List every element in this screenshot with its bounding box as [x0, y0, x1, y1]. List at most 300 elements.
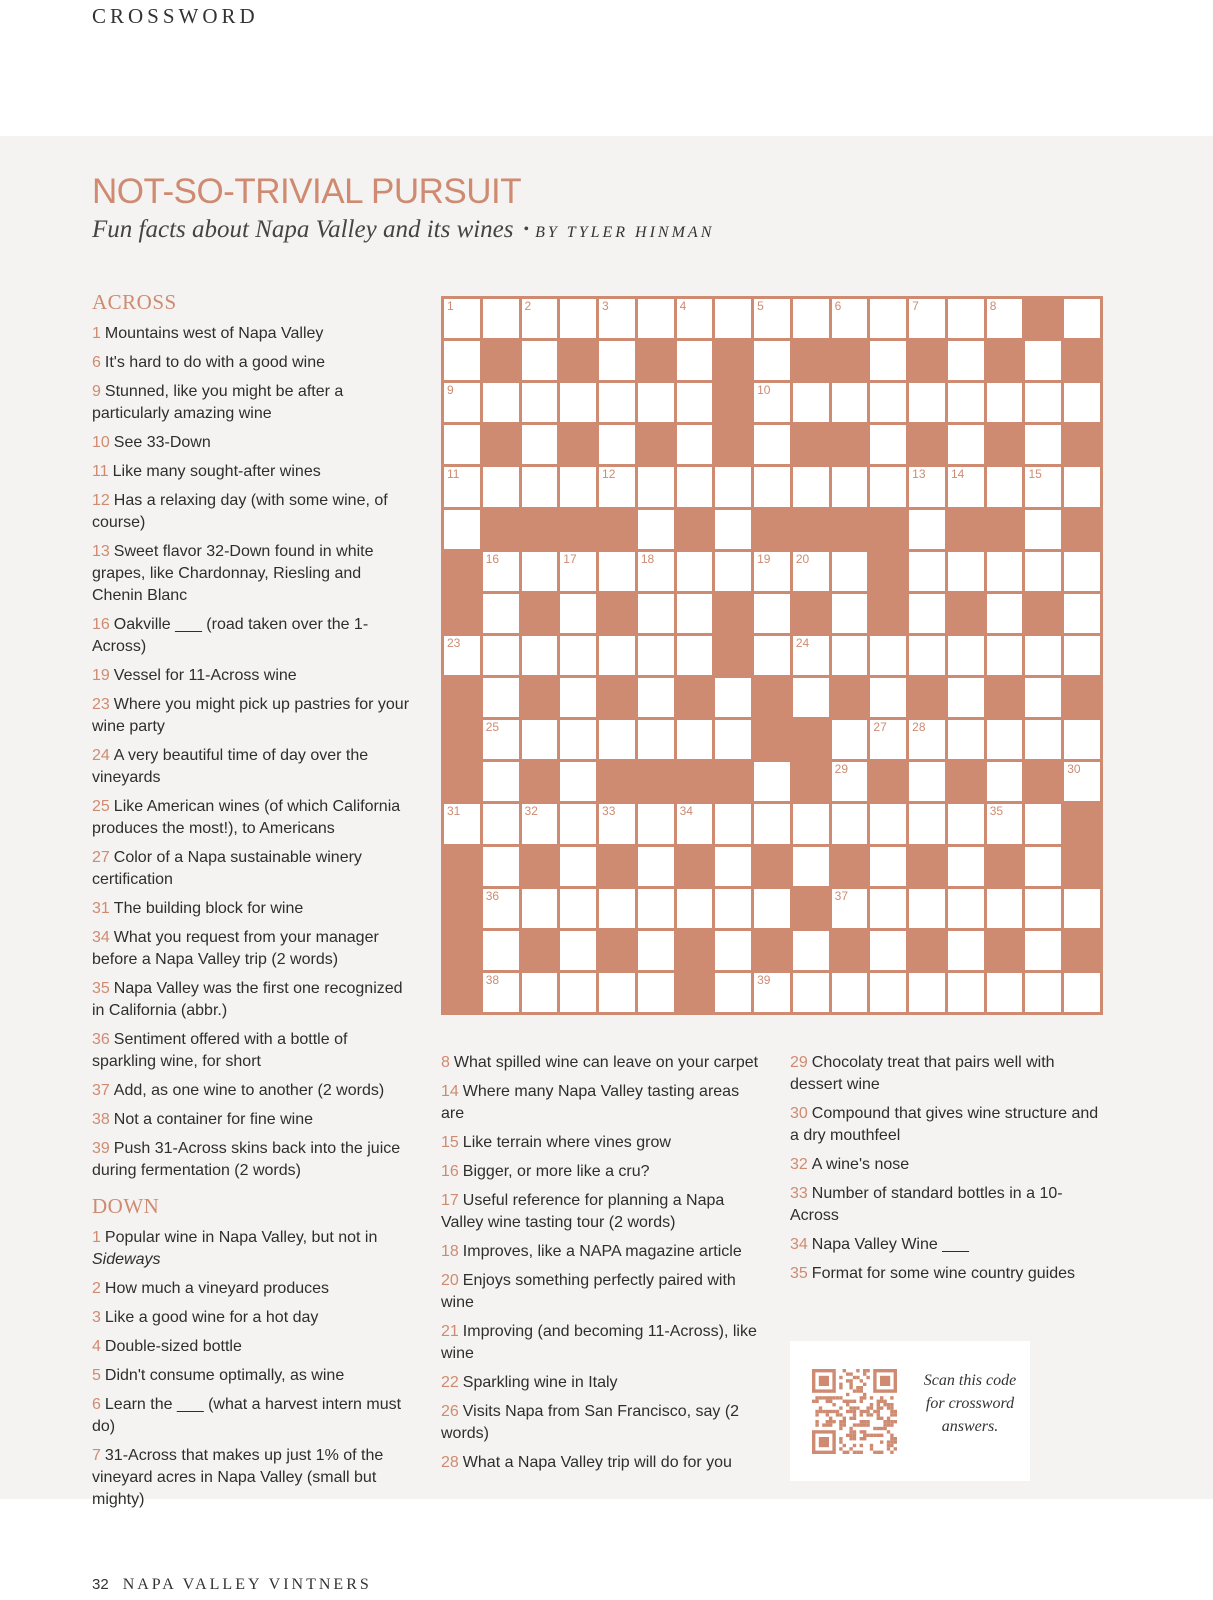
clue-number: 32	[790, 1156, 808, 1173]
grid-cell[interactable]	[948, 973, 984, 1012]
grid-cell[interactable]	[444, 425, 480, 464]
across-heading: ACROSS	[92, 290, 177, 314]
grid-cell[interactable]	[870, 931, 906, 970]
grid-block	[522, 847, 558, 886]
grid-cell[interactable]	[832, 720, 868, 759]
grid-cell[interactable]	[522, 299, 558, 338]
cell-number: 32	[524, 804, 538, 819]
grid-cell[interactable]	[599, 552, 635, 591]
grid-cell[interactable]	[870, 804, 906, 843]
grid-cell[interactable]	[987, 804, 1023, 843]
grid-cell[interactable]	[483, 383, 519, 422]
grid-cell[interactable]	[522, 973, 558, 1012]
grid-cell[interactable]	[948, 889, 984, 928]
grid-cell[interactable]	[599, 889, 635, 928]
grid-cell[interactable]	[793, 847, 829, 886]
grid-cell[interactable]	[793, 552, 829, 591]
clue-number: 16	[441, 1163, 459, 1180]
grid-cell[interactable]	[444, 299, 480, 338]
grid-cell[interactable]	[1064, 467, 1100, 506]
grid-cell[interactable]	[638, 510, 674, 549]
grid-cell[interactable]	[677, 552, 713, 591]
grid-cell[interactable]	[909, 467, 945, 506]
grid-cell[interactable]	[677, 636, 713, 675]
across-clue-12	[92, 490, 412, 534]
grid-cell[interactable]	[754, 594, 790, 633]
section-label: CROSSWORD	[92, 4, 259, 28]
grid-block	[987, 678, 1023, 717]
grid-cell[interactable]	[1025, 931, 1061, 970]
grid-cell[interactable]	[483, 636, 519, 675]
grid-cell[interactable]	[483, 299, 519, 338]
grid-cell[interactable]	[599, 341, 635, 380]
grid-cell[interactable]	[444, 467, 480, 506]
grid-block	[909, 847, 945, 886]
grid-cell[interactable]	[754, 383, 790, 422]
grid-cell[interactable]	[870, 383, 906, 422]
grid-cell[interactable]	[677, 425, 713, 464]
grid-cell[interactable]	[599, 299, 635, 338]
grid-cell[interactable]	[1025, 678, 1061, 717]
grid-cell[interactable]	[638, 299, 674, 338]
grid-cell[interactable]	[1064, 720, 1100, 759]
grid-cell[interactable]	[1025, 552, 1061, 591]
grid-block	[560, 425, 596, 464]
grid-cell[interactable]	[793, 973, 829, 1012]
cell-number: 30	[1067, 762, 1081, 777]
grid-cell[interactable]	[793, 678, 829, 717]
clue-text: Color of a Napa sustainable winery certification	[92, 849, 362, 888]
grid-cell[interactable]	[1025, 889, 1061, 928]
grid-cell[interactable]	[1064, 636, 1100, 675]
grid-cell[interactable]	[522, 636, 558, 675]
grid-cell[interactable]	[832, 762, 868, 801]
grid-cell[interactable]	[483, 847, 519, 886]
grid-cell[interactable]	[677, 804, 713, 843]
clue-number: 6	[92, 354, 101, 371]
down-clue-5	[92, 1365, 412, 1387]
clue-text: Improves, like a NAPA magazine article	[462, 1243, 742, 1260]
cell-number: 7	[912, 299, 919, 313]
grid-cell[interactable]	[677, 720, 713, 759]
grid-cell[interactable]	[483, 889, 519, 928]
grid-cell[interactable]	[638, 383, 674, 422]
grid-cell[interactable]	[1064, 762, 1100, 801]
clue-number: 26	[441, 1403, 459, 1420]
grid-cell[interactable]	[754, 341, 790, 380]
across-clue-27	[92, 847, 412, 891]
grid-cell[interactable]	[638, 594, 674, 633]
grid-cell[interactable]	[1064, 552, 1100, 591]
grid-cell[interactable]	[754, 425, 790, 464]
grid-cell[interactable]	[560, 467, 596, 506]
grid-cell[interactable]	[715, 510, 751, 549]
grid-block	[522, 931, 558, 970]
grid-cell[interactable]	[1025, 383, 1061, 422]
grid-block	[677, 678, 713, 717]
grid-cell[interactable]	[832, 594, 868, 633]
grid-cell[interactable]	[870, 720, 906, 759]
grid-cell[interactable]	[522, 425, 558, 464]
grid-cell[interactable]	[444, 636, 480, 675]
down-clue-20	[441, 1270, 759, 1314]
grid-cell[interactable]	[1064, 889, 1100, 928]
grid-cell[interactable]	[754, 889, 790, 928]
cell-number: 14	[950, 467, 965, 482]
grid-block	[754, 847, 790, 886]
grid-block	[638, 341, 674, 380]
clue-text: Useful reference for planning a Napa Valley wine tasting tour (2 words)	[441, 1192, 725, 1231]
clue-number: 2	[92, 1280, 101, 1297]
grid-cell[interactable]	[793, 383, 829, 422]
grid-cell[interactable]	[483, 467, 519, 506]
grid-block	[909, 678, 945, 717]
clue-number: 38	[92, 1111, 110, 1128]
clue-text: Where many Napa Valley tasting areas are	[441, 1083, 740, 1122]
grid-cell[interactable]	[599, 425, 635, 464]
clue-text: Not a container for fine wine	[113, 1111, 314, 1128]
grid-block	[948, 594, 984, 633]
cell-number: 8	[989, 299, 997, 313]
grid-cell[interactable]	[483, 762, 519, 801]
grid-cell[interactable]	[832, 552, 868, 591]
grid-cell[interactable]	[638, 889, 674, 928]
grid-cell[interactable]	[483, 804, 519, 843]
clue-text: Double-sized bottle	[104, 1338, 242, 1355]
across-clue-24	[92, 745, 412, 789]
grid-cell[interactable]	[560, 299, 596, 338]
grid-cell[interactable]	[1064, 383, 1100, 422]
grid-cell[interactable]	[560, 804, 596, 843]
cell-number: 23	[447, 635, 461, 650]
grid-cell[interactable]	[987, 889, 1023, 928]
grid-cell[interactable]	[793, 299, 829, 338]
clue-text: Sentiment offered with a bottle of sparkling wine, for short	[92, 1031, 348, 1070]
grid-cell[interactable]	[483, 678, 519, 717]
grid-cell[interactable]	[638, 973, 674, 1012]
grid-cell[interactable]	[1025, 467, 1061, 506]
grid-cell[interactable]	[715, 467, 751, 506]
clue-number: 1	[92, 325, 101, 342]
grid-cell[interactable]	[560, 552, 596, 591]
cell-number: 18	[640, 551, 655, 566]
grid-cell[interactable]	[1025, 341, 1061, 380]
grid-cell[interactable]	[560, 383, 596, 422]
cell-number: 12	[602, 467, 616, 482]
cell-number: 17	[563, 551, 577, 566]
grid-cell[interactable]	[754, 636, 790, 675]
grid-cell[interactable]	[948, 341, 984, 380]
grid-cell[interactable]	[560, 678, 596, 717]
clue-text: Has a relaxing day (with some wine, of course)	[92, 492, 388, 531]
grid-block	[715, 636, 751, 675]
grid-cell[interactable]	[715, 552, 751, 591]
grid-cell[interactable]	[948, 425, 984, 464]
grid-cell[interactable]	[1025, 804, 1061, 843]
clue-italic-text: Sideways	[92, 1251, 161, 1268]
grid-cell[interactable]	[909, 510, 945, 549]
grid-cell[interactable]	[560, 973, 596, 1012]
grid-block	[715, 425, 751, 464]
grid-cell[interactable]	[1064, 594, 1100, 633]
qr-code-icon[interactable]	[812, 1367, 897, 1456]
byline: BY TYLER HINMAN	[535, 224, 715, 241]
grid-block	[987, 847, 1023, 886]
grid-cell[interactable]	[948, 552, 984, 591]
clue-text: It's hard to do with a good wine	[104, 354, 325, 371]
grid-cell[interactable]	[909, 720, 945, 759]
grid-block	[715, 594, 751, 633]
grid-block	[793, 889, 829, 928]
down-heading: DOWN	[92, 1194, 160, 1218]
grid-cell[interactable]	[1064, 299, 1100, 338]
grid-cell[interactable]	[638, 804, 674, 843]
grid-cell[interactable]	[1025, 720, 1061, 759]
grid-cell[interactable]	[560, 762, 596, 801]
clue-text: Popular wine in Napa Valley, but not in	[104, 1229, 378, 1246]
across-clue-1	[92, 323, 412, 345]
clue-text: Like a good wine for a hot day	[104, 1309, 319, 1326]
grid-cell[interactable]	[987, 720, 1023, 759]
grid-cell[interactable]	[754, 467, 790, 506]
cell-number: 13	[912, 467, 926, 482]
grid-cell[interactable]	[715, 973, 751, 1012]
grid-cell[interactable]	[483, 973, 519, 1012]
grid-cell[interactable]	[793, 636, 829, 675]
across-clue-11	[92, 461, 412, 483]
grid-cell[interactable]	[909, 973, 945, 1012]
grid-cell[interactable]	[832, 889, 868, 928]
grid-cell[interactable]	[793, 467, 829, 506]
grid-cell[interactable]	[909, 552, 945, 591]
grid-cell[interactable]	[793, 804, 829, 843]
grid-cell[interactable]	[522, 720, 558, 759]
grid-cell[interactable]	[715, 931, 751, 970]
grid-cell[interactable]	[715, 720, 751, 759]
grid-block	[754, 510, 790, 549]
grid-cell[interactable]	[987, 467, 1023, 506]
cell-number: 19	[757, 551, 771, 566]
grid-cell[interactable]	[677, 889, 713, 928]
grid-cell[interactable]	[832, 383, 868, 422]
clue-number: 10	[92, 434, 110, 451]
grid-cell[interactable]	[715, 299, 751, 338]
grid-cell[interactable]	[677, 594, 713, 633]
clue-number: 36	[92, 1031, 110, 1048]
grid-cell[interactable]	[638, 552, 674, 591]
grid-cell[interactable]	[522, 467, 558, 506]
grid-cell[interactable]	[870, 847, 906, 886]
clue-number: 29	[790, 1054, 808, 1071]
grid-block	[1064, 804, 1100, 843]
grid-block	[444, 762, 480, 801]
grid-cell[interactable]	[483, 931, 519, 970]
puzzle-title: NOT-SO-TRIVIAL PURSUIT	[92, 172, 522, 211]
grid-cell[interactable]	[560, 636, 596, 675]
grid-block	[715, 762, 751, 801]
clues-column-middle	[441, 1052, 759, 1481]
grid-cell[interactable]	[948, 678, 984, 717]
grid-cell[interactable]	[638, 467, 674, 506]
grid-block	[909, 931, 945, 970]
grid-block	[444, 594, 480, 633]
grid-block	[1064, 425, 1100, 464]
grid-cell[interactable]	[987, 973, 1023, 1012]
grid-cell[interactable]	[444, 510, 480, 549]
grid-cell[interactable]	[677, 467, 713, 506]
clue-text: Improving (and becoming 11-Across), like wine	[441, 1323, 757, 1362]
clue-number: 37	[92, 1082, 110, 1099]
down-clue-6	[92, 1394, 412, 1438]
clue-text: Bigger, or more like a cru?	[462, 1163, 650, 1180]
grid-cell[interactable]	[715, 804, 751, 843]
clue-text: Add, as one wine to another (2 words)	[113, 1082, 385, 1099]
grid-block	[677, 762, 713, 801]
grid-block	[870, 594, 906, 633]
clue-number: 17	[441, 1192, 459, 1209]
grid-cell[interactable]	[444, 383, 480, 422]
grid-cell[interactable]	[522, 383, 558, 422]
grid-cell[interactable]	[987, 299, 1023, 338]
down-clue-35	[790, 1263, 1100, 1285]
grid-cell[interactable]	[870, 467, 906, 506]
grid-cell[interactable]	[522, 804, 558, 843]
grid-cell[interactable]	[560, 720, 596, 759]
grid-cell[interactable]	[870, 678, 906, 717]
grid-cell[interactable]	[987, 552, 1023, 591]
grid-cell[interactable]	[560, 847, 596, 886]
grid-cell[interactable]	[1025, 636, 1061, 675]
grid-cell[interactable]	[870, 973, 906, 1012]
grid-cell[interactable]	[754, 973, 790, 1012]
grid-cell[interactable]	[832, 299, 868, 338]
grid-cell[interactable]	[948, 804, 984, 843]
grid-cell[interactable]	[638, 931, 674, 970]
grid-cell[interactable]	[715, 847, 751, 886]
grid-block	[677, 847, 713, 886]
grid-cell[interactable]	[909, 636, 945, 675]
across-clue-37	[92, 1080, 412, 1102]
grid-cell[interactable]	[909, 383, 945, 422]
grid-cell[interactable]	[793, 931, 829, 970]
grid-cell[interactable]	[870, 889, 906, 928]
grid-block	[793, 594, 829, 633]
grid-cell[interactable]	[832, 973, 868, 1012]
grid-cell[interactable]	[948, 467, 984, 506]
grid-block	[1064, 341, 1100, 380]
grid-cell[interactable]	[1025, 510, 1061, 549]
grid-cell[interactable]	[870, 425, 906, 464]
down-clue-32	[790, 1154, 1100, 1176]
grid-cell[interactable]	[870, 636, 906, 675]
grid-cell[interactable]	[1025, 425, 1061, 464]
grid-cell[interactable]	[638, 847, 674, 886]
grid-cell[interactable]	[560, 594, 596, 633]
grid-cell[interactable]	[987, 594, 1023, 633]
grid-cell[interactable]	[948, 299, 984, 338]
grid-block	[793, 425, 829, 464]
grid-cell[interactable]	[715, 889, 751, 928]
grid-cell[interactable]	[754, 552, 790, 591]
grid-cell[interactable]	[832, 467, 868, 506]
grid-block	[444, 847, 480, 886]
grid-cell[interactable]	[909, 804, 945, 843]
across-clue-34	[92, 927, 412, 971]
clue-text: Push 31-Across skins back into the juice during fermentation (2 words)	[92, 1140, 401, 1179]
grid-cell[interactable]	[560, 931, 596, 970]
grid-cell[interactable]	[599, 636, 635, 675]
grid-cell[interactable]	[754, 299, 790, 338]
grid-cell[interactable]	[1025, 973, 1061, 1012]
grid-cell[interactable]	[987, 762, 1023, 801]
grid-cell[interactable]	[638, 678, 674, 717]
grid-cell[interactable]	[599, 973, 635, 1012]
clue-text: Oakville ___ (road taken over the 1-Across)	[92, 616, 369, 655]
grid-cell[interactable]	[948, 383, 984, 422]
grid-cell[interactable]	[909, 594, 945, 633]
grid-cell[interactable]	[948, 847, 984, 886]
grid-cell[interactable]	[522, 552, 558, 591]
grid-cell[interactable]	[832, 636, 868, 675]
grid-cell[interactable]	[638, 636, 674, 675]
cell-number: 38	[485, 972, 500, 987]
grid-block	[599, 931, 635, 970]
grid-cell[interactable]	[599, 467, 635, 506]
cell-number: 6	[834, 299, 842, 313]
grid-cell[interactable]	[444, 804, 480, 843]
grid-cell[interactable]	[599, 804, 635, 843]
grid-cell[interactable]	[987, 636, 1023, 675]
publication-name: NAPA VALLEY VINTNERS	[122, 1576, 372, 1593]
grid-cell[interactable]	[1025, 847, 1061, 886]
grid-cell[interactable]	[444, 341, 480, 380]
grid-cell[interactable]	[483, 720, 519, 759]
grid-cell[interactable]	[522, 341, 558, 380]
grid-cell[interactable]	[599, 720, 635, 759]
grid-cell[interactable]	[677, 383, 713, 422]
grid-cell[interactable]	[948, 720, 984, 759]
clue-text: Enjoys something perfectly paired with wine	[441, 1272, 736, 1311]
grid-cell[interactable]	[948, 636, 984, 675]
across-clue-13	[92, 541, 412, 607]
grid-cell[interactable]	[677, 341, 713, 380]
clue-text: A wine's nose	[811, 1156, 910, 1173]
grid-cell[interactable]	[677, 299, 713, 338]
grid-block	[909, 425, 945, 464]
grid-cell[interactable]	[1064, 973, 1100, 1012]
grid-cell[interactable]	[948, 931, 984, 970]
grid-cell[interactable]	[483, 594, 519, 633]
grid-cell[interactable]	[522, 889, 558, 928]
grid-cell[interactable]	[638, 720, 674, 759]
grid-block	[522, 510, 558, 549]
grid-cell[interactable]	[754, 804, 790, 843]
grid-cell[interactable]	[909, 762, 945, 801]
grid-cell[interactable]	[987, 383, 1023, 422]
grid-cell[interactable]	[870, 341, 906, 380]
grid-cell[interactable]	[909, 889, 945, 928]
grid-cell[interactable]	[870, 299, 906, 338]
grid-cell[interactable]	[909, 299, 945, 338]
grid-cell[interactable]	[483, 552, 519, 591]
grid-cell[interactable]	[715, 678, 751, 717]
grid-cell[interactable]	[599, 383, 635, 422]
grid-cell[interactable]	[754, 762, 790, 801]
grid-block	[677, 510, 713, 549]
grid-cell[interactable]	[560, 889, 596, 928]
clue-text: Vessel for 11-Across wine	[113, 667, 297, 684]
grid-cell[interactable]	[832, 804, 868, 843]
